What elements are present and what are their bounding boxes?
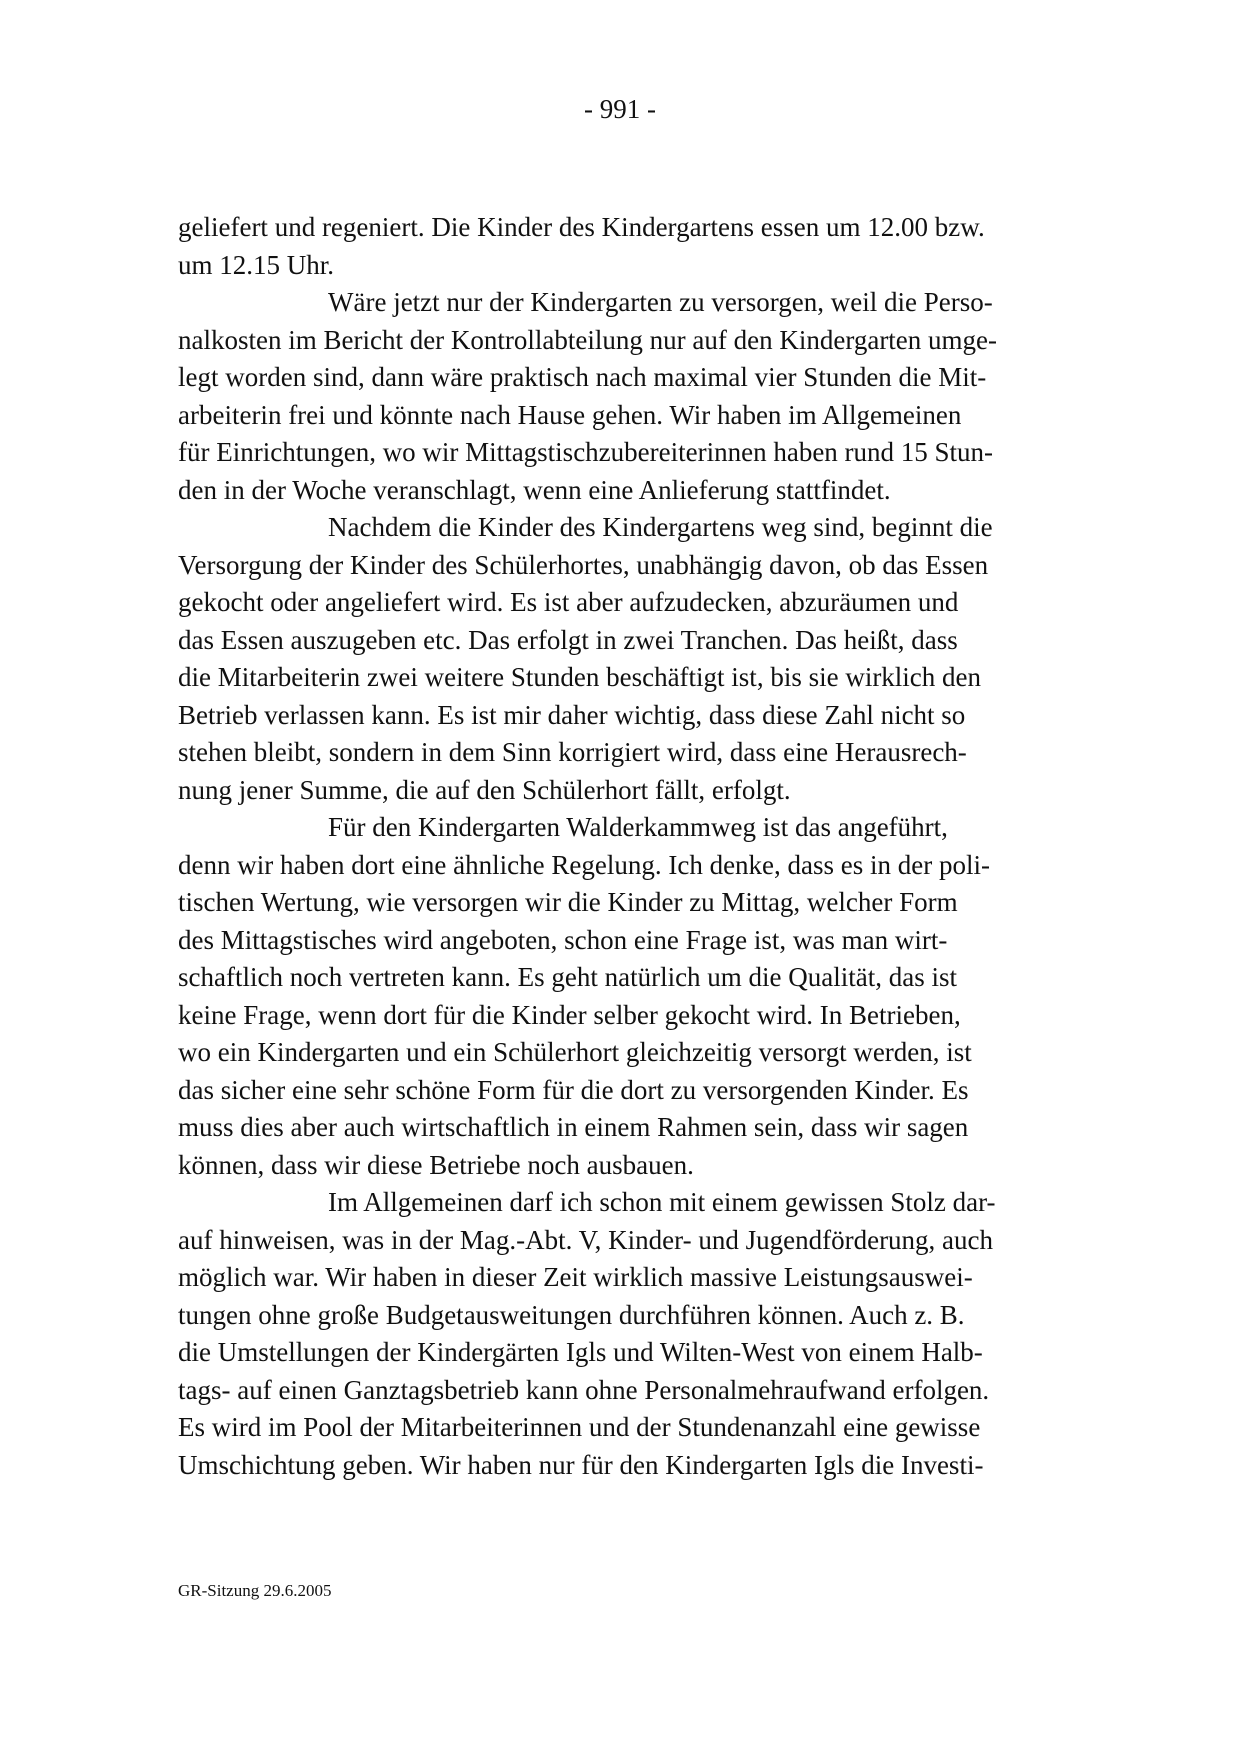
text-line: können, dass wir diese Betriebe noch ausbauen. <box>178 1149 694 1180</box>
text-line: muss dies aber auch wirtschaftlich in einem Rahmen sein, dass wir sagen <box>178 1112 969 1142</box>
text-line: Betrieb verlassen kann. Es ist mir daher wichtig, dass diese Zahl nicht so <box>178 699 966 730</box>
document-body <box>178 209 1068 1484</box>
text-line: Nachdem die Kinder des Kindergartens weg sind, beginnt die <box>328 512 993 542</box>
text-line: tungen ohne große Budgetausweitungen durchführen können. Auch z. B. <box>178 1299 965 1330</box>
paragraph <box>178 209 1068 284</box>
text-line: stehen bleibt, sondern in dem Sinn korrigiert wird, dass eine Herausrech- <box>178 737 967 767</box>
text-line: für Einrichtungen, wo wir Mittagstischzubereiterinnen haben rund 15 Stun- <box>178 437 994 467</box>
text-line: Umschichtung geben. Wir haben nur für den Kindergarten Igls die Investi- <box>178 1449 984 1480</box>
text-line: tags- auf einen Ganztagsbetrieb kann ohne Personalmehraufwand erfolgen. <box>178 1374 990 1405</box>
text-line: schaftlich noch vertreten kann. Es geht natürlich um die Qualität, das ist <box>178 962 958 992</box>
text-line: um 12.15 Uhr. <box>178 249 335 280</box>
text-line: arbeiterin frei und könnte nach Hause gehen. Wir haben im Allgemeinen <box>178 399 962 430</box>
text-line: das Essen auszugeben etc. Das erfolgt in zwei Tranchen. Das heißt, dass <box>178 624 958 655</box>
text-line: nung jener Summe, die auf den Schülerhort fällt, erfolgt. <box>178 774 791 805</box>
paragraph <box>178 509 1068 809</box>
text-line: tischen Wertung, wie versorgen wir die Kinder zu Mittag, welcher Form <box>178 887 958 917</box>
text-line: auf hinweisen, was in der Mag.-Abt. V, Kinder- und Jugendförderung, auch <box>178 1224 994 1255</box>
text-line: Im Allgemeinen darf ich schon mit einem gewissen Stolz dar- <box>328 1187 996 1217</box>
page-number: - 991 - <box>584 94 656 124</box>
text-line: die Umstellungen der Kindergärten Igls und Wilten-West von einem Halb- <box>178 1337 983 1367</box>
text-line: denn wir haben dort eine ähnliche Regelung. Ich denke, dass es in der poli- <box>178 849 990 880</box>
text-line: die Mitarbeiterin zwei weitere Stunden beschäftigt ist, bis sie wirklich den <box>178 662 982 692</box>
text-line: geliefert und regeniert. Die Kinder des Kindergartens essen um 12.00 bzw. <box>178 212 985 242</box>
text-line: das sicher eine sehr schöne Form für die dort zu versorgenden Kinder. Es <box>178 1074 969 1105</box>
text-line: den in der Woche veranschlagt, wenn eine Anlieferung stattfindet. <box>178 474 891 505</box>
text-line: legt worden sind, dann wäre praktisch nach maximal vier Stunden die Mit- <box>178 362 987 392</box>
paragraph <box>178 809 1068 1184</box>
text-line: Versorgung der Kinder des Schülerhortes, unabhängig davon, ob das Essen <box>178 549 989 580</box>
text-line: keine Frage, wenn dort für die Kinder selber gekocht wird. In Betrieben, <box>178 999 961 1030</box>
text-line: gekocht oder angeliefert wird. Es ist aber aufzudecken, abzuräumen und <box>178 587 959 617</box>
page-footer: GR-Sitzung 29.6.2005 <box>178 1581 332 1600</box>
paragraph <box>178 284 1068 509</box>
text-line: Für den Kindergarten Walderkammweg ist das angeführt, <box>328 812 948 842</box>
text-line: Wäre jetzt nur der Kindergarten zu versorgen, weil die Perso- <box>328 287 993 317</box>
text-line: Es wird im Pool der Mitarbeiterinnen und der Stundenanzahl eine gewisse <box>178 1412 981 1442</box>
text-line: wo ein Kindergarten und ein Schülerhort gleichzeitig versorgt werden, ist <box>178 1037 972 1067</box>
text-line: nalkosten im Bericht der Kontrollabteilung nur auf den Kindergarten umge- <box>178 324 998 355</box>
text-line: möglich war. Wir haben in dieser Zeit wirklich massive Leistungsauswei- <box>178 1262 973 1292</box>
paragraph <box>178 1184 1068 1484</box>
text-line: des Mittagstisches wird angeboten, schon eine Frage ist, was man wirt- <box>178 924 948 955</box>
